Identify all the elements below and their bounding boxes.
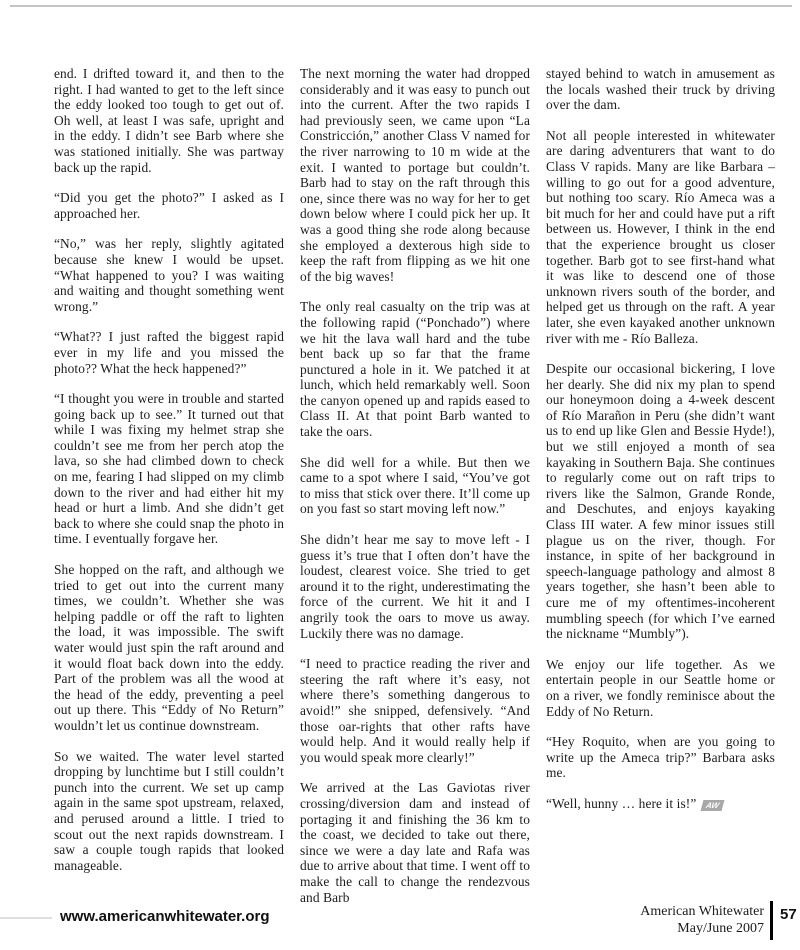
footer-website-url: www.americanwhitewater.org bbox=[60, 908, 270, 925]
paragraph: She didn’t hear me say to move left - I guess it’s true that I often don’t have the loudest, clearest voice. She tried to get around it to the right, underestimating the force of the current. We hit it and I angrily took the oars to move us away. Luckily there was no damage. bbox=[300, 532, 530, 641]
paragraph: Not all people interested in whitewater are daring adventurers that want to do Class V rapids. Many are like Barbara – willing to go out for a good adventure, but nothing too scary. Río Ameca was a bit much for her and could have put a rift between us. However, I think in the end that the experience brought us closer together. Barb got to see first-hand what it was like to descend one of those unknown rivers south of the border, and helped get us through on the raft. A year later, she even kayaked another unknown river with me - Río Balleza. bbox=[546, 127, 775, 346]
paragraph: The next morning the water had dropped considerably and it was easy to punch out into the current. After the two rapids I had previously seen, we came upon “La Constricción,” another Class V named for the river narrowing to 10 m wide at the exit. I wanted to portage but couldn’t. Barb had to stay on the raft through this one, since there was no way for her to get down below where I could pick her up. It was a good thing she rode along because she employed a dexterous high side to keep the raft from flipping as we hit one of the big waves! bbox=[300, 66, 530, 284]
text-column-2 bbox=[300, 66, 530, 920]
paragraph: Despite our occasional bickering, I love her dearly. She did nix my plan to spend our honeymoon doing a 4-week descent of Río Marañon in Peru (she didn’t want us to end up like Glen and Bessie Hyde!), but we still enjoyed a month of sea kayaking in Southern Baja. She continues to regularly come out on raft trips to rivers like the Salmon, Grande Ronde, and Deschutes, and enjoys kayaking Class III water. A few minor issues still plague us on the river, though. For instance, in spite of her background in speech-language pathology and almost 8 years together, she hasn’t been able to cure me of my oftentimes-incoherent mumbling speech (for which I’ve earned the nickname “Mumbly”). bbox=[546, 361, 775, 642]
page-number-divider bbox=[770, 901, 773, 940]
paragraph: We enjoy our life together. As we entertain people in our Seattle home or on a river, we fondly reminisce about the Eddy of No Return. bbox=[546, 656, 775, 719]
paragraph: end. I drifted toward it, and then to the right. I had wanted to get to the left since the eddy looked too tough to get out of. Oh well, at least I was safe, upright and in the eddy. I didn’t see Barb where she was stationed initially. She was partway back up the rapid. bbox=[54, 66, 284, 175]
text-column-1 bbox=[54, 66, 284, 888]
paragraph: “Did you get the photo?” I asked as I approached her. bbox=[54, 190, 284, 221]
paragraph: “I thought you were in trouble and started going back up to see.” It turned out that while I was fixing my helmet strap she couldn’t see me from her perch atop the lava, so she had climbed down to check on me, fearing I had slipped on my climb down to the river and had either hit my head or hurt a limb. And she didn’t get back to where she could snap the photo in time. I eventually forgave her. bbox=[54, 391, 284, 547]
closing-line: “Well, hunny … here it is!” bbox=[546, 795, 697, 811]
issue-date: May/June 2007 bbox=[677, 921, 764, 936]
paragraph: The only real casualty on the trip was at the following rapid (“Ponchado”) where we hit the lava wall hard and the tube bent back up so far that the frame punctured a hole in it. We patched it at lunch, which held remarkably well. Soon the canyon opened up and rapids eased to Class II. At that point Barb wanted to take the oars. bbox=[300, 299, 530, 440]
paragraph: “Hey Roquito, when are you going to write up the Ameca trip?” Barbara asks me. bbox=[546, 734, 775, 781]
top-rule bbox=[10, 5, 792, 7]
footer-left-rule bbox=[0, 917, 52, 919]
paragraph: stayed behind to watch in amusement as the locals washed their truck by driving over the dam. bbox=[546, 66, 775, 113]
text-column-3 bbox=[546, 66, 775, 827]
page-number: 57 bbox=[780, 906, 797, 923]
paragraph: “I need to practice reading the river and steering the raft where it’s easy, not where there’s something dangerous to avoid!” she snipped, defensively. “And those oar-rights that other rafts have would help. And it would really help if you would speak more clearly!” bbox=[300, 656, 530, 765]
paragraph: So we waited. The water level started dropping by lunchtime but I still couldn’t punch into the current. We set up camp again in the same spot upstream, relaxed, and perused around a little. I tried to scout out the next rapids downstream. I saw a couple tough rapids that looked manageable. bbox=[54, 748, 284, 873]
paragraph: “What?? I just rafted the biggest rapid ever in my life and you missed the photo?? What the heck happened?” bbox=[54, 329, 284, 376]
paragraph: She did well for a while. But then we came to a spot where I said, “You’ve got to miss that stick over there. It’ll come up on you fast so start moving left now.” bbox=[300, 454, 530, 517]
aw-end-of-article-icon: AW bbox=[701, 800, 725, 811]
paragraph: She hopped on the raft, and although we tried to get out into the current many times, we couldn’t. Whether she was helping paddle or off the raft to lighten the load, it was impossible. The swift water would just spin the raft around and it would float back down into the eddy. Part of the problem was all the wood at the head of the eddy, preventing a peel out up there. This “Eddy of No Return” wouldn’t let us continue downstream. bbox=[54, 562, 284, 733]
paragraph: “No,” was her reply, slightly agitated because she knew I would be upset. “What happened to you? I was waiting and waiting and thought something went wrong.” bbox=[54, 236, 284, 314]
paragraph: We arrived at the Las Gaviotas river crossing/diversion dam and instead of portaging it and finishing the 36 km to the coast, we decided to take out there, since we were a day late and Rafa was due to arrive about that time. I went off to make the call to change the rendezvous and Barb bbox=[300, 780, 530, 905]
paragraph-closing bbox=[546, 796, 775, 812]
publication-name: American Whitewater bbox=[640, 904, 764, 919]
footer-publication-block bbox=[640, 903, 764, 937]
